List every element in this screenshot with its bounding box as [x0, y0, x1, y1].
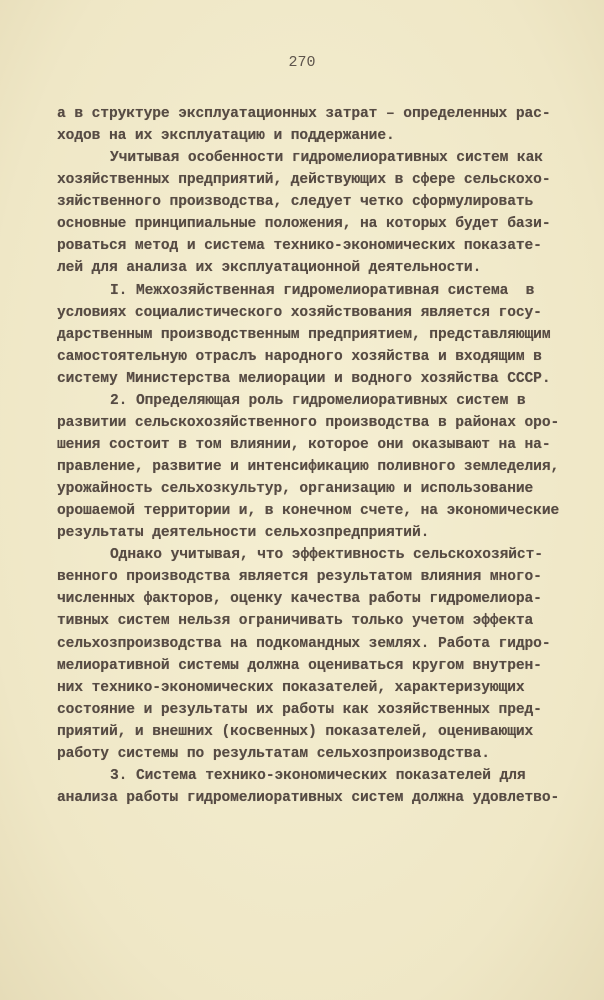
text-line: Однако учитывая, что эффективность сельскохозяйст-	[110, 547, 543, 564]
text-line: основные принципиальные положения, на которых будет бази-	[57, 216, 551, 233]
text-line: а в структуре эксплуатационных затрат – определенных рас-	[57, 106, 551, 122]
text-line: 3. Система технико-экономических показателей для	[110, 767, 526, 784]
text-line: ходов на их эксплуатацию и поддержание.	[57, 128, 395, 145]
text-line: правление, развитие и интенсификацию поливного земледелия,	[57, 459, 560, 475]
text-line: анализа работы гидромелиоративных систем должна удовлетво-	[57, 789, 560, 806]
text-line: венного производства является результатом влияния много-	[57, 569, 542, 586]
text-line: самостоятельную отраслъ народного хозяйства и входящим в	[57, 348, 542, 365]
text-line: лей для анализа их эксплуатационной деятельности.	[57, 260, 482, 277]
text-line: них технико-экономических показателей, характеризующих	[57, 679, 525, 696]
text-line: результаты деятельности сельхозпредприятий.	[57, 525, 430, 542]
text-line: урожайность сельхозкультур, организацию и использование	[57, 481, 534, 498]
text-line: работу системы по результатам сельхозпроизводства.	[57, 745, 490, 762]
text-line: систему Министерства мелиорации и водного хозяйства СССР.	[57, 370, 551, 387]
text-line: мелиоративной системы должна оцениваться кругом внутрен-	[57, 657, 542, 674]
text-line: дарственным производственным предприятием, представляющим	[57, 326, 551, 343]
text-line: состояние и результаты их работы как хозяйственных пред-	[57, 701, 542, 718]
text-line: условиях социалистического хозяйствования является госу-	[57, 304, 542, 321]
text-line: шения состоит в том влиянии, которое они оказывают на на-	[57, 436, 551, 453]
text-line: численных факторов, оценку качества работы гидромелиора-	[57, 591, 542, 608]
text-line: зяйственного производства, следует четко сформулировать	[57, 194, 534, 211]
text-line: орошаемой территории и, в конечном счете, на экономические	[57, 503, 560, 520]
text-line: приятий, и внешних (косвенных) показателей, оценивающих	[57, 723, 534, 740]
document-body	[57, 103, 577, 809]
text-line: Учитывая особенности гидромелиоративных систем как	[110, 150, 543, 167]
page-number: 270	[288, 54, 316, 71]
text-line: развитии сельскохозяйственного производства в районах оро-	[57, 414, 560, 431]
text-line: хозяйственных предприятий, действующих в сфере сельскохо-	[57, 172, 551, 189]
text-line: I. Межхозяйственная гидромелиоративная система в	[110, 282, 535, 299]
text-line: 2. Определяющая роль гидромелиоративных систем в	[110, 392, 526, 409]
text-line: роваться метод и система технико-экономических показате-	[57, 238, 542, 255]
text-line: сельхозпроизводства на подкомандных землях. Работа гидро-	[57, 635, 551, 652]
text-line: тивных систем нельзя ограничивать только учетом эффекта	[57, 613, 534, 630]
